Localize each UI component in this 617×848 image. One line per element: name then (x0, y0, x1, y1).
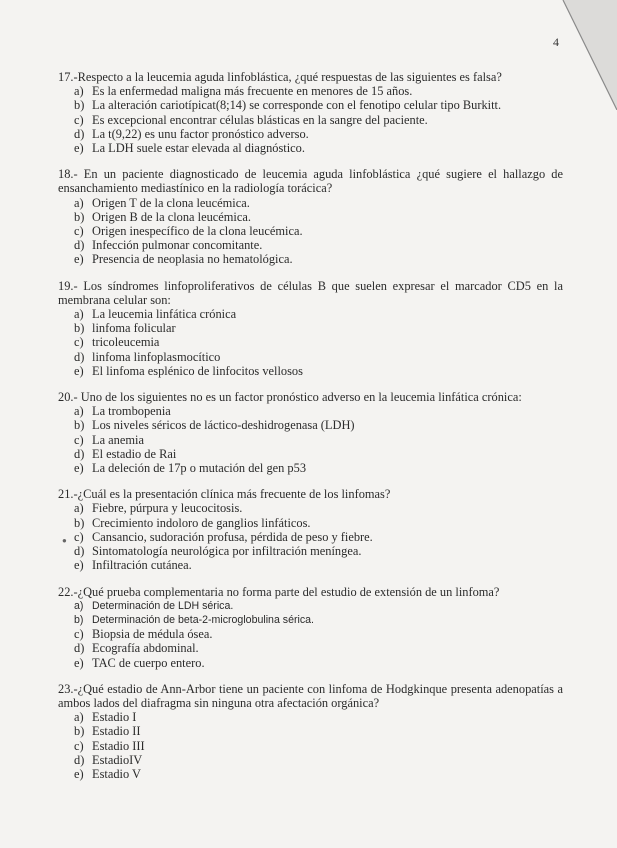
option-text: TAC de cuerpo entero. (92, 655, 205, 670)
option-letter: d) (74, 544, 85, 559)
option-item (74, 364, 563, 378)
option-item (74, 238, 563, 252)
options-list (58, 404, 563, 475)
option-letter: e) (74, 141, 84, 156)
option-item (74, 627, 563, 641)
option-text: El estadio de Rai (92, 446, 177, 461)
option-letter: a) (74, 404, 84, 419)
option-letter: c) (74, 224, 84, 239)
option-text: Infiltración cutánea. (92, 558, 192, 573)
option-text: Biopsia de médula ósea. (92, 627, 213, 642)
option-text: Es excepcional encontrar células blásticas en la sangre del paciente. (92, 112, 428, 127)
option-text: EstadioIV (92, 752, 143, 767)
option-letter: b) (74, 321, 85, 336)
option-text: Es la enfermedad maligna más frecuente en menores de 15 años. (92, 84, 413, 99)
options-list (58, 196, 563, 267)
option-letter: b) (74, 724, 85, 739)
option-letter: a) (74, 501, 84, 516)
option-letter: a) (74, 84, 84, 99)
question-text: 20.- Uno de los siguientes no es un factor pronóstico adverso en la leucemia linfática crónica: (58, 390, 522, 405)
option-letter: b) (74, 209, 85, 224)
option-letter: c) (74, 335, 84, 350)
option-item (74, 461, 563, 475)
question-text: 18.- En un paciente diagnosticado de leucemia aguda linfoblástica ¿qué sugiere el hallazgo de ensanchamiento mediastínico en la radiología torácica? (58, 167, 563, 196)
option-item (74, 530, 563, 544)
option-text: linfoma folicular (92, 321, 176, 336)
option-text: Origen inespecífico de la clona leucémica. (92, 224, 303, 239)
option-item (74, 753, 563, 767)
option-item (74, 599, 563, 613)
options-list (58, 599, 563, 670)
option-letter: d) (74, 446, 85, 461)
option-letter: c) (74, 432, 84, 447)
question-text: 22.-¿Qué prueba complementaria no forma parte del estudio de extensión de un linfoma? (58, 584, 500, 599)
option-item (74, 501, 563, 515)
option-item (74, 307, 563, 321)
option-text: Presencia de neoplasia no hematológica. (92, 252, 293, 267)
option-item (74, 710, 563, 724)
option-item (74, 418, 563, 432)
option-text: Estadio III (92, 738, 145, 753)
option-letter: e) (74, 655, 84, 670)
option-text: Origen B de la clona leucémica. (92, 209, 251, 224)
option-letter: a) (74, 195, 84, 210)
question-21 (58, 487, 563, 572)
option-text: El linfoma esplénico de linfocitos vellosos (92, 363, 303, 378)
option-item (74, 98, 563, 112)
option-text: Cansancio, sudoración profusa, pérdida de peso y fiebre. (92, 529, 373, 544)
question-20 (58, 390, 563, 475)
options-list (58, 307, 563, 378)
option-text: La LDH suele estar elevada al diagnóstico. (92, 141, 305, 156)
option-letter: d) (74, 349, 85, 364)
option-text: Infección pulmonar concomitante. (92, 238, 263, 253)
question-19 (58, 279, 563, 378)
option-item (74, 127, 563, 141)
question-text: 21.-¿Cuál es la presentación clínica más frecuente de los linfomas? (58, 487, 391, 502)
option-text: Determinación de LDH sérica. (92, 599, 234, 612)
page-number: 4 (553, 35, 559, 49)
option-letter: b) (74, 613, 84, 626)
option-item (74, 84, 563, 98)
folded-corner-shadow (557, 0, 617, 110)
option-item (74, 447, 563, 461)
questions-list (58, 70, 563, 793)
question-text: 17.-Respecto a la leucemia aguda linfoblástica, ¿qué respuestas de las siguientes es falsa? (58, 70, 502, 84)
option-letter: c) (74, 529, 84, 544)
option-item (74, 767, 563, 781)
option-letter: c) (74, 738, 84, 753)
option-item (74, 335, 563, 349)
option-item (74, 210, 563, 224)
question-23 (58, 682, 563, 781)
option-text: Estadio V (92, 766, 141, 781)
option-letter: d) (74, 126, 85, 141)
option-letter: a) (74, 307, 84, 322)
option-item (74, 544, 563, 558)
option-item (74, 141, 563, 155)
option-letter: c) (74, 112, 84, 127)
option-item (74, 113, 563, 127)
option-text: Ecografía abdominal. (92, 641, 199, 656)
option-letter: a) (74, 599, 84, 612)
option-text: La t(9,22) es unu factor pronóstico adverso. (92, 126, 309, 141)
option-letter: c) (74, 627, 84, 642)
option-text: La leucemia linfática crónica (92, 307, 237, 322)
options-list (58, 710, 563, 781)
option-item (74, 321, 563, 335)
option-text: Fiebre, púrpura y leucocitosis. (92, 501, 243, 516)
option-letter: e) (74, 558, 84, 573)
options-list (58, 501, 563, 572)
option-item (74, 350, 563, 364)
option-letter: d) (74, 752, 85, 767)
option-item (74, 433, 563, 447)
question-text: 23.-¿Qué estadio de Ann-Arbor tiene un paciente con linfoma de Hodgkinque presenta adenopatías a ambos lados del diafragma sin ninguna otra afectación orgánica? (58, 681, 563, 710)
question-22 (58, 585, 563, 670)
option-item (74, 196, 563, 210)
option-item (74, 656, 563, 670)
option-text: tricoleucemia (92, 335, 160, 350)
option-letter: d) (74, 238, 85, 253)
option-letter: b) (74, 515, 85, 530)
option-text: La trombopenia (92, 404, 171, 419)
option-item (74, 739, 563, 753)
option-item (74, 613, 563, 627)
option-text: La alteración cariotípicat(8;14) se corresponde con el fenotipo celular tipo Burkitt. (92, 98, 502, 113)
option-text: Determinación de beta-2-microglobulina sérica. (92, 613, 314, 626)
option-item (74, 516, 563, 530)
option-text: Estadio II (92, 724, 141, 739)
question-17 (58, 70, 563, 155)
option-letter: d) (74, 641, 85, 656)
pen-mark: ● (62, 536, 67, 545)
option-letter: e) (74, 252, 84, 267)
option-letter: a) (74, 710, 84, 725)
option-item (74, 724, 563, 738)
option-text: Sintomatología neurológica por infiltración meníngea. (92, 544, 362, 559)
option-letter: b) (74, 98, 85, 113)
question-18 (58, 167, 563, 266)
question-text: 19.- Los síndromes linfoproliferativos de células B que suelen expresar el marcador CD5 en la membrana celular son: (58, 278, 563, 307)
option-item (74, 558, 563, 572)
option-text: Origen T de la clona leucémica. (92, 195, 250, 210)
option-item (74, 404, 563, 418)
option-item (74, 252, 563, 266)
option-text: linfoma linfoplasmocítico (92, 349, 221, 364)
option-text: La deleción de 17p o mutación del gen p53 (92, 461, 307, 476)
option-text: Los niveles séricos de láctico-deshidrogenasa (LDH) (92, 418, 355, 433)
option-letter: e) (74, 363, 84, 378)
option-item (74, 641, 563, 655)
option-text: La anemia (92, 432, 144, 447)
option-text: Crecimiento indoloro de ganglios linfáticos. (92, 515, 311, 530)
option-letter: b) (74, 418, 85, 433)
option-letter: e) (74, 461, 84, 476)
options-list (58, 84, 563, 155)
option-letter: e) (74, 766, 84, 781)
option-text: Estadio I (92, 710, 137, 725)
option-item (74, 224, 563, 238)
